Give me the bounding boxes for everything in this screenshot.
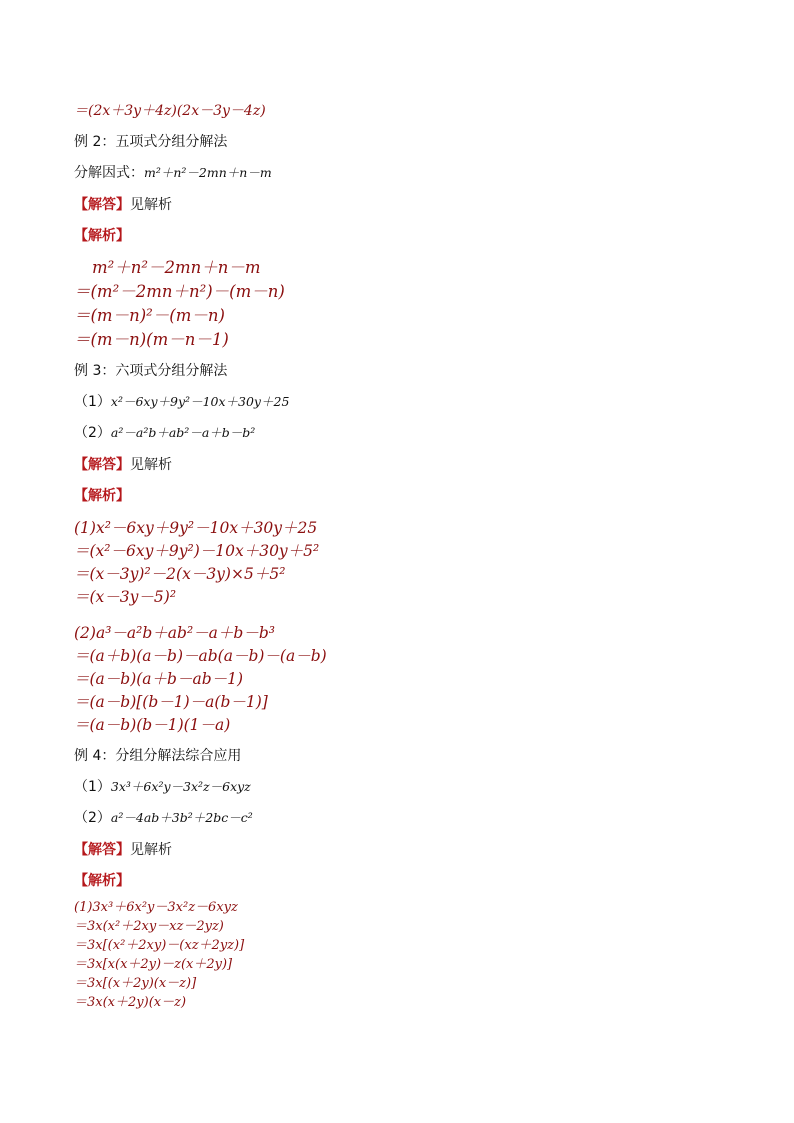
ex4-a1-step-5: ＝3x[(x＋2y)(x－z)]	[74, 976, 197, 991]
ex4-a1-step-3: ＝3x[(x²＋2xy)－(xz＋2yz)]	[74, 938, 245, 953]
ex3-a2-step-2: ＝(a＋b)(a－b)－ab(a－b)－(a－b)	[74, 647, 327, 665]
example-2-prompt	[74, 164, 272, 182]
ex3-a2-step-1: (2)a³－a²b＋ab²－a＋b－b³	[74, 624, 275, 642]
example-3-answer	[74, 456, 172, 474]
question-label: （2）	[74, 810, 111, 826]
ex3-a2-step-5: ＝(a－b)(b－1)(1－a)	[74, 716, 231, 734]
example-2-analysis-tag: 【解析】	[74, 228, 130, 244]
answer-tag: 【解答】	[74, 457, 130, 473]
ex2-step-1: m²＋n²－2mn＋n－m	[92, 258, 261, 277]
example-3-analysis-tag: 【解析】	[74, 488, 130, 504]
example-3-title: 例 3：六项式分组分解法	[74, 363, 228, 379]
prompt-expression: m²＋n²－2mn＋n－m	[144, 165, 272, 180]
question-label: （2）	[74, 425, 111, 441]
example-3-question-2	[74, 424, 255, 442]
example-4-analysis-tag: 【解析】	[74, 873, 130, 889]
question-label: （1）	[74, 394, 111, 410]
question-expression: x²－6xy＋9y²－10x＋30y＋25	[110, 394, 290, 409]
answer-text: 见解析	[130, 197, 172, 213]
ex3-a1-step-4: ＝(x－3y－5)²	[74, 588, 177, 606]
answer-tag: 【解答】	[74, 842, 130, 858]
ex3-a1-step-1: (1)x²－6xy＋9y²－10x＋30y＋25	[74, 519, 318, 537]
ex3-a1-step-2: ＝(x²－6xy＋9y²)－10x＋30y＋5²	[74, 542, 320, 560]
answer-text: 见解析	[130, 457, 172, 473]
ex4-a1-step-4: ＝3x[x(x＋2y)－z(x＋2y)]	[74, 957, 233, 972]
question-expression: a²－a²b＋ab²－a＋b－b²	[110, 425, 256, 440]
example-2-title: 例 2：五项式分组分解法	[74, 134, 228, 150]
example-4-question-2	[74, 809, 253, 827]
question-expression: 3x³＋6x²y－3x²z－6xyz	[110, 779, 251, 794]
ex2-step-2: ＝(m²－2mn＋n²)－(m－n)	[74, 282, 285, 301]
answer-text: 见解析	[130, 842, 172, 858]
question-expression: a²－4ab＋3b²＋2bc－c²	[110, 810, 253, 825]
question-label: （1）	[74, 779, 111, 795]
example-4-question-1	[74, 778, 251, 796]
prompt-label: 分解因式：	[74, 165, 144, 181]
example-3-question-1	[74, 393, 289, 411]
ex4-a1-step-1: (1)3x³＋6x²y－3x²z－6xyz	[74, 900, 238, 915]
ex2-step-3: ＝(m－n)²－(m－n)	[74, 306, 225, 325]
ex2-step-4: ＝(m－n)(m－n－1)	[74, 330, 229, 349]
ex4-a1-step-2: ＝3x(x²＋2xy－xz－2yz)	[74, 919, 224, 934]
example-2-answer	[74, 196, 172, 214]
ex1-final-step: ＝(2x＋3y＋4z)(2x－3y－4z)	[74, 103, 266, 119]
answer-tag: 【解答】	[74, 197, 130, 213]
ex3-a2-step-4: ＝(a－b)[(b－1)－a(b－1)]	[74, 693, 268, 711]
example-4-title: 例 4：分组分解法综合应用	[74, 748, 242, 764]
ex4-a1-step-6: ＝3x(x＋2y)(x－z)	[74, 995, 187, 1010]
ex3-a2-step-3: ＝(a－b)(a＋b－ab－1)	[74, 670, 244, 688]
ex3-a1-step-3: ＝(x－3y)²－2(x－3y)×5＋5²	[74, 565, 286, 583]
example-4-answer	[74, 841, 172, 859]
